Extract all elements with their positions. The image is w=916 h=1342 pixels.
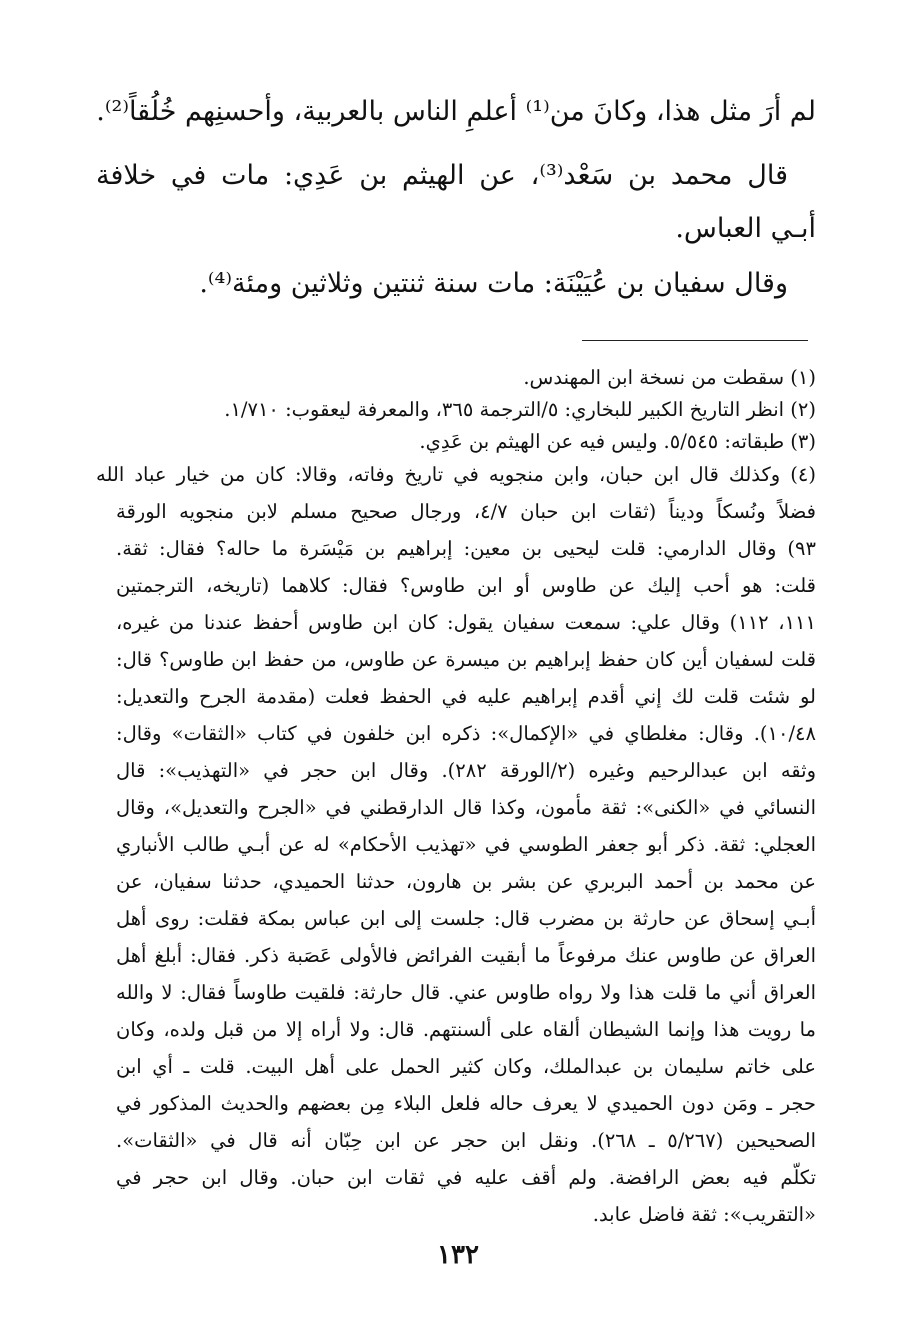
main-text-line-2: قال محمد بن سَعْد⁽³⁾، عن الهيثم بن عَدِي: مات في خلافة — [96, 160, 788, 191]
footnote-4-line-3: ٩٣) وقال الدارمي: قلت ليحيى بن معين: إبراهيم بن مَيْسَرة ما حاله؟ فقال: ثقة. — [116, 537, 816, 560]
footnote-4-line-16: ما رويت هذا وإنما الشيطان ألقاه على ألسنتهم. قال: ولا أراه إلا من قبل ولده، وكان — [116, 1018, 816, 1041]
footnote-4-line-10: النسائي في «الكنى»: ثقة مأمون، وكذا قال الدارقطني في «الجرح والتعديل»، وقال — [116, 796, 816, 819]
footnote-2: (٢) انظر التاريخ الكبير للبخاري: ٥/الترجمة ٣٦٥، والمعرفة ليعقوب: ١/٧١٠. — [224, 398, 816, 421]
footnote-4-line-19: الصحيحين (٥/٢٦٧ ـ ٢٦٨). ونقل ابن حجر عن ابن حِبّان أنه قال في «الثقات». — [116, 1129, 816, 1152]
footnote-4-line-12: عن محمد بن أحمد البربري عن بشر بن هارون، حدثنا الحميدي، حدثنا سفيان، عن — [116, 870, 816, 893]
footnote-4-line-17: على خاتم سليمان بن عبدالملك، وكان كثير الحمل على أهل البيت. قلت ـ أي ابن — [116, 1055, 816, 1078]
main-text-line-1: لم أرَ مثل هذا، وكانَ من⁽¹⁾ أعلمِ الناس بالعربية، وأحسنِهم خُلُقاً⁽²⁾. — [96, 96, 816, 127]
main-text-line-3: أبـي العباس. — [675, 213, 816, 244]
footnote-4-line-11: العجلي: ثقة. ذكر أبو جعفر الطوسي في «تهذيب الأحكام» له عن أبـي طالب الأنباري — [116, 833, 816, 856]
footnote-separator — [582, 340, 808, 341]
footnote-4-line-20: تكلّم فيه بعض الرافضة. ولم أقف عليه في ثقات ابن حبان. وقال ابن حجر في — [116, 1166, 816, 1189]
page-number: ١٣٢ — [437, 1240, 479, 1270]
footnote-4-line-13: أبـي إسحاق عن حارثة بن مضرب قال: جلست إلى ابن عباس بمكة فقلت: روى أهل — [116, 907, 816, 930]
footnote-4-line-14: العراق عن طاوس عنك مرفوعاً ما أبقيت الفرائض فالأولى عَصَبة ذكر. فقال: أبلغ أهل — [116, 944, 816, 967]
footnote-4-line-9: وثقه ابن عبدالرحيم وغيره (٢/الورقة ٢٨٢). وقال ابن حجر في «التهذيب»: قال — [116, 759, 816, 782]
footnote-4-line-4: قلت: هو أحب إليك عن طاوس أو ابن طاوس؟ فقال: كلاهما (تاريخه، الترجمتين — [116, 574, 816, 597]
footnote-4-line-2: فضلاً ونُسكاً وديناً (ثقات ابن حبان ٤/٧، ورجال صحيح مسلم لابن منجويه الورقة — [116, 500, 816, 523]
footnote-4-line-6: قلت لسفيان أين كان حفظ إبراهيم بن ميسرة عن طاوس، من حفظ ابن طاوس؟ قال: — [116, 648, 816, 671]
footnote-4-line-15: العراق أني ما قلت هذا ولا رواه طاوس عني. قال حارثة: فلقيت طاوساً فقال: لا والله — [116, 981, 816, 1004]
footnote-1: (١) سقطت من نسخة ابن المهندس. — [523, 366, 816, 389]
footnote-4-line-1: (٤) وكذلك قال ابن حبان، وابن منجويه في تاريخ وفاته، وقالا: كان من خيار عباد الله — [96, 463, 816, 486]
footnote-4-line-5: ١١١، ١١٢) وقال علي: سمعت سفيان يقول: كان ابن طاوس أحفظ عندنا من غيره، — [116, 611, 816, 634]
footnote-4-line-18: حجر ـ ومَن دون الحميدي لا يعرف حاله فلعل البلاء مِن بعضهم والحديث المذكور في — [116, 1092, 816, 1115]
footnote-3: (٣) طبقاته: ٥/٥٤٥. وليس فيه عن الهيثم بن عَدِي. — [419, 430, 816, 453]
footnote-4-line-7: لو شئت قلت لك إني أقدم إبراهيم عليه في الحفظ فعلت (مقدمة الجرح والتعديل: — [116, 685, 816, 708]
footnote-4-line-8: ١٠/٤٨). وقال: مغلطاي في «الإكمال»: ذكره ابن خلفون في كتاب «الثقات» وقال: — [116, 722, 816, 745]
footnote-4-line-21: «التقريب»: ثقة فاضل عابد. — [592, 1203, 816, 1226]
main-text-line-4: وقال سفيان بن عُيَيْنَة: مات سنة ثنتين وثلاثين ومئة⁽⁴⁾. — [199, 268, 788, 299]
